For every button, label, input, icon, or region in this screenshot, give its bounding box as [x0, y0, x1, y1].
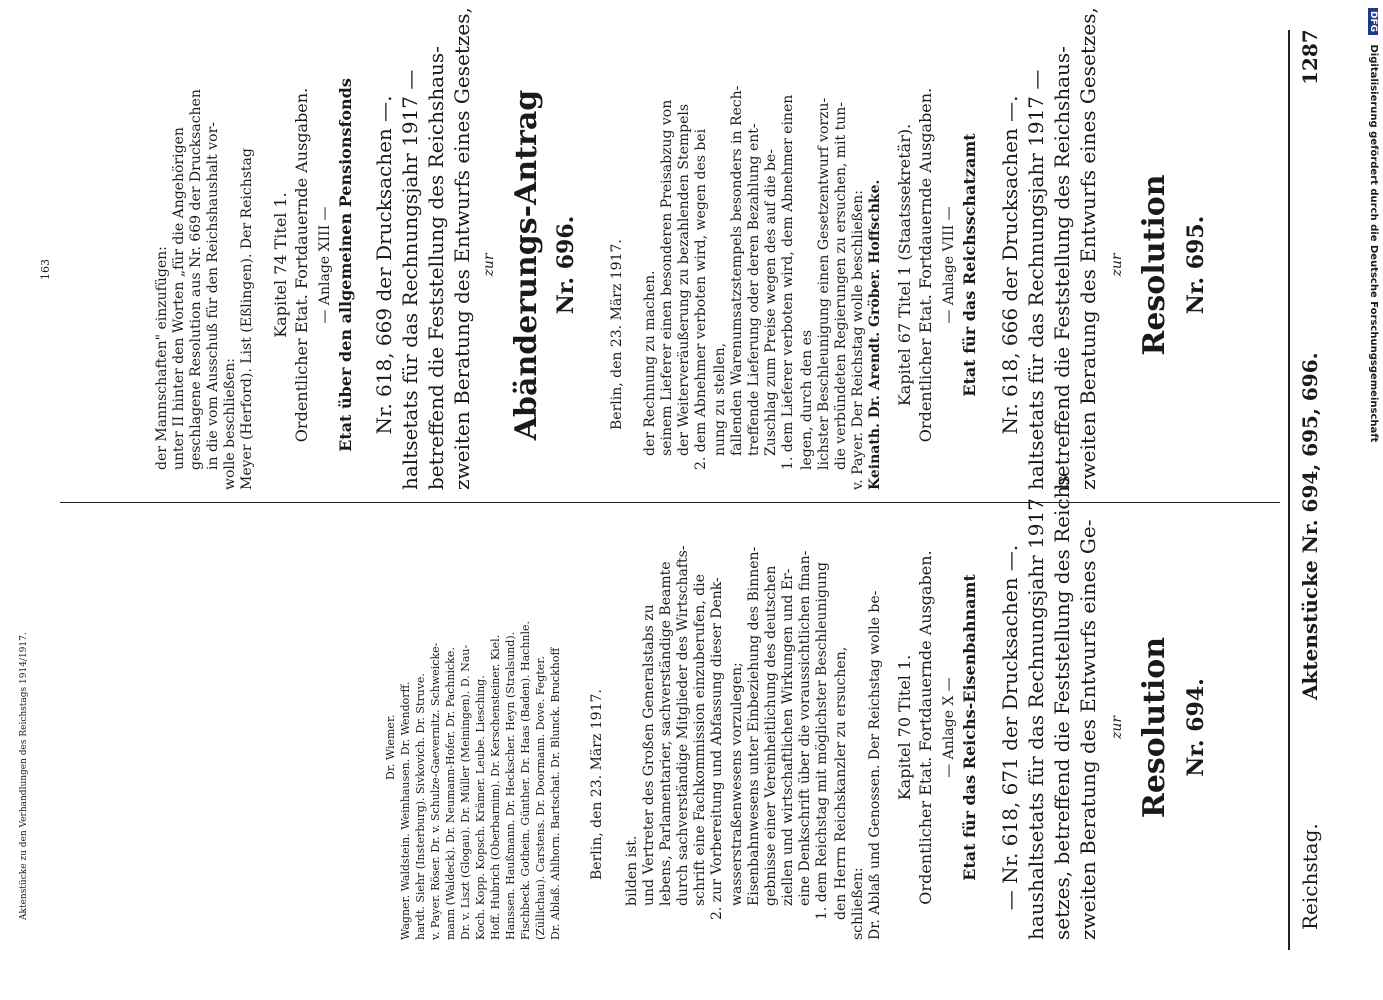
- right-kapitel-2: Kapitel 74 Titel 1.: [271, 192, 290, 338]
- left-signer-line: Dr. v. Liszt (Glogau). Dr. Müller (Meiningen). D. Nau-: [459, 644, 472, 940]
- right-intro-line: die verbündeten Regierungen zu ersuchen, mit tun-: [833, 102, 849, 470]
- right-intro-line: legen, durch den es: [799, 329, 815, 470]
- left-item1-line: eine Denkschrift über die voraussichtlichen finan-: [797, 550, 813, 906]
- right-line2-4: Nr. 618, 669 der Drucksachen —.: [372, 95, 396, 435]
- left-signer-line: Fischbeck. Gothein. Günther. Dr. Haas (Baden). Hachnle.: [519, 620, 532, 940]
- header-rule: [1288, 30, 1290, 950]
- right-line2-3: haltsetats für das Rechnungsjahr 1917 —: [398, 69, 422, 490]
- right-line2-2: betreffend die Feststellung des Reichshaus-: [424, 46, 448, 490]
- left-signer-line: Koch. Kopp. Kopsch. Krämer. Leube. Liesching.: [474, 675, 487, 940]
- left-date: Berlin, den 23. März 1917.: [589, 689, 605, 880]
- right-item2-line: seinem Lieferer einen besonderen Preisabzug von: [659, 99, 675, 456]
- left-signer-line: Hanssen. Haußmann. Dr. Heckscher. Heyn (Stralsund).: [504, 631, 517, 940]
- dfg-side-note: [1361, 8, 1379, 998]
- right-heading-2: Abänderungs-Antrag: [509, 89, 544, 441]
- right-item1-line: treffende Lieferung oder deren Bezahlung ent-: [746, 123, 762, 456]
- right-line-2: betreffend die Feststellung des Reichshaus-: [1050, 46, 1074, 490]
- left-signer-line: v. Payer. Röser. Dr. v. Schulze-Gaevernitz. Schweicke-: [429, 642, 442, 940]
- left-line-3: haushaltsetats für das Rechnungsjahr 1917: [1024, 498, 1048, 940]
- left-heading: Resolution: [1137, 636, 1172, 819]
- right-final-line: wolle beschließen:: [222, 357, 238, 490]
- header-title: Aktenstücke Nr. 694, 695, 696.: [1298, 352, 1322, 700]
- left-line-2: setzes, betreffend die Feststellung des Reichs-: [1050, 468, 1074, 940]
- right-item1-line: 1. dem Lieferer verboten wird, dem Abnehmer einen: [780, 94, 796, 470]
- right-item1-line: fallenden Warenumsatzstempels besonders in Rech-: [729, 85, 745, 456]
- right-line-4: Nr. 618, 666 der Drucksachen —.: [998, 95, 1022, 435]
- left-signer-line: Wagner. Waldstein. Weinhausen. Dr. Wendorff.: [399, 681, 412, 940]
- left-number: Nr. 694.: [1183, 678, 1209, 777]
- left-zur: zur: [1109, 715, 1125, 740]
- right-column: [39, 7, 1280, 490]
- right-item2-line: der Rechnung zu machen.: [642, 270, 658, 456]
- left-anlage: — Anlage X —: [941, 677, 957, 778]
- right-final-line: der Mannschaften" einzufügen:: [154, 246, 170, 470]
- right-item1-line: nung zu stellen,: [712, 342, 728, 456]
- left-intro-2: schließen:: [850, 867, 866, 940]
- left-item2-line: lebens, Parlamentarier, sachverständige Beamte: [658, 561, 674, 906]
- left-item1-line: gebnisse einer Vereinheitlichung des deutschen: [763, 565, 779, 906]
- right-intro-line: v. Payer. Der Reichstag wolle beschließen:: [850, 190, 866, 490]
- right-heading: Resolution: [1137, 174, 1172, 356]
- left-signer-line: (Züllichau). Carstens. Dr. Doormann. Dove. Fegter.: [534, 656, 547, 940]
- right-etat-title-2: Etat über den allgemeinen Pensionsfonds: [336, 78, 355, 452]
- left-item2-line: 2. zur Vorbereitung und Abfassung dieser Denk-: [709, 577, 725, 920]
- left-item2-line: schrift eine Fachkommission einzuberufen, die: [692, 574, 708, 906]
- right-zur-2: zur: [481, 253, 497, 277]
- left-line-1: zweiten Beratung des Entwurfs eines Ge-: [1076, 519, 1100, 940]
- left-intro: Dr. Ablaß und Genossen. Der Reichstag wolle be-: [867, 590, 883, 940]
- left-etat-title: Etat für das Reichs-Eisenbahnamt: [960, 574, 979, 881]
- right-intro-line: Keinath. Dr. Arendt. Gröber. Hoffschke.: [867, 179, 883, 490]
- right-kapitel: Kapitel 67 Titel 1 (Staatssekretär).: [895, 123, 914, 407]
- right-anlage-2: — Anlage XIII —: [317, 206, 333, 324]
- left-item2-line: bilden ist.: [624, 835, 640, 906]
- left-item2-line: durch sachverständige Mitglieder des Wirtschafts-: [675, 545, 691, 906]
- right-anlage: — Anlage VIII —: [941, 206, 957, 324]
- right-line-3: haltsetats für das Rechnungsjahr 1917 —: [1024, 69, 1048, 490]
- left-item1-line: wasserstraßenwesens vorzulegen;: [729, 662, 745, 906]
- sheet-mark: 163: [39, 259, 52, 280]
- right-intro-line: lichster Beschleunigung einen Gesetzentwurf vorzu-: [816, 97, 832, 470]
- dfg-text: Digitalisierung gefördert durch die Deutsche Forschungsgemeinschaft: [1368, 44, 1379, 443]
- left-kapitel: Kapitel 70 Titel 1.: [895, 654, 914, 801]
- dfg-badge: DFG: [1368, 8, 1378, 35]
- right-item2-line: der Weiterveräußerung zu bezahlenden Stempels: [676, 103, 692, 456]
- left-item2-line: und Vertreter des Großen Generalstabs zu: [641, 604, 657, 906]
- left-footer: Aktenstücke zu den Verhandlungen des Reichstags 1914/1917.: [19, 632, 29, 920]
- page-number: 1287: [1298, 29, 1322, 85]
- left-signer-line: Dr. Wiemer.: [384, 714, 397, 780]
- left-signer-line: Hoff. Hubrich (Oberbarnim). Dr. Kerschensteiner. Kiel.: [489, 634, 502, 940]
- left-signer-line: mann (Waldeck). Dr. Neumann-Hofer. Dr. Pachnicke.: [444, 647, 457, 940]
- right-final-line: unter II hinter den Worten „für die Angehörigen: [171, 127, 187, 470]
- right-zur: zur: [1109, 253, 1125, 277]
- left-item1-line: Eisenbahnwesens unter Einbeziehung des Binnen-: [746, 546, 762, 906]
- right-ausgaben-2: Ordentlicher Etat. Fortdauernde Ausgaben.: [292, 87, 311, 443]
- left-line-4: — Nr. 618, 671 der Drucksachen —.: [998, 544, 1022, 911]
- right-line2-1: zweiten Beratung des Entwurfs eines Gesetzes,: [450, 7, 474, 490]
- right-etat-title: Etat für das Reichsschatzamt: [960, 133, 979, 397]
- left-ausgaben: Ordentlicher Etat. Fortdauernde Ausgaben.: [916, 550, 935, 905]
- right-item1-line: Zuschlag zum Preise wegen des auf die be-: [763, 149, 779, 456]
- right-date: Berlin, den 23. März 1917.: [609, 239, 625, 430]
- right-number: Nr. 695.: [1183, 215, 1209, 315]
- right-final-line: in die vom Ausschuß für den Reichshaushalt vor-: [205, 122, 221, 470]
- column-divider: [60, 502, 1280, 503]
- left-signer-line: Dr. Ablaß. Ahlhorn. Bartschat. Dr. Blunck. Bruckhoff: [549, 647, 562, 940]
- right-ausgaben: Ordentlicher Etat. Fortdauernde Ausgaben.: [916, 87, 935, 443]
- left-item1-line: 1. dem Reichstag mit möglichster Beschleunigung: [814, 562, 830, 920]
- right-final-line: Meyer (Herford). List (Eßlingen). Der Reichstag: [239, 148, 255, 490]
- right-number-2: Nr. 696.: [553, 215, 579, 315]
- right-final-line: geschlagene Resolution aus Nr. 669 der Drucksachen: [188, 89, 204, 470]
- left-column: [19, 468, 1280, 940]
- header-left: Reichstag.: [1298, 823, 1322, 930]
- left-intro-3: den Herrn Reichskanzler zu ersuchen,: [833, 646, 849, 920]
- right-line-1: zweiten Beratung des Entwurfs eines Gesetzes,: [1076, 7, 1100, 490]
- left-item1-line: ziellen und wirtschaftlichen Wirkungen und Er-: [780, 568, 796, 906]
- right-item2-line: 2. dem Abnehmer verboten wird, wegen des bei: [693, 128, 709, 470]
- left-signer-line: hardt. Siehr (Insterburg). Sivkovich. Dr. Struve.: [414, 673, 427, 940]
